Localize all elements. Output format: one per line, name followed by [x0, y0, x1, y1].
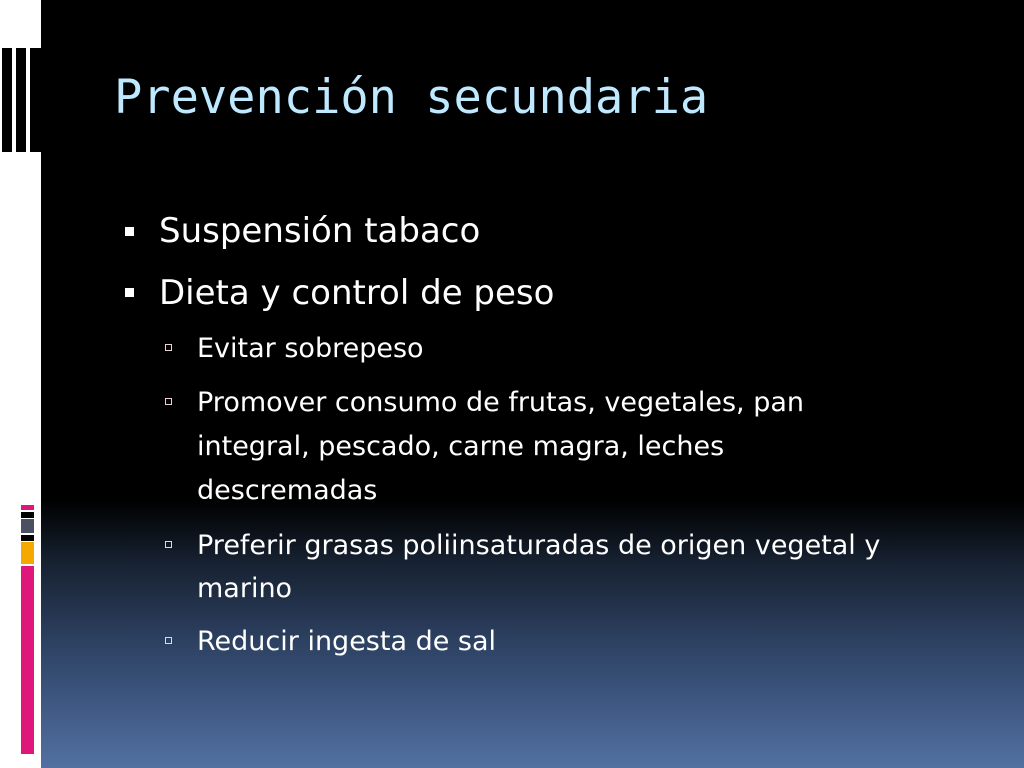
- decorative-color-bars: [21, 0, 34, 768]
- sub-bullet-text: descremadas: [197, 475, 378, 506]
- hollow-square-bullet-icon: [165, 637, 172, 644]
- sub-bullet-text: Preferir grasas poliinsaturadas de origen vegetal y: [197, 530, 881, 561]
- sub-bullet-text: integral, pescado, carne magra, leches: [197, 431, 725, 462]
- bullet-text: Dieta y control de peso: [159, 273, 555, 313]
- sub-bullet-text: Promover consumo de frutas, vegetales, pan: [197, 387, 805, 418]
- bullet-text: Suspensión tabaco: [159, 211, 481, 251]
- hollow-square-bullet-icon: [165, 541, 172, 548]
- slide-title: Prevención secundaria: [114, 70, 709, 125]
- square-bullet-icon: [125, 227, 134, 236]
- hollow-square-bullet-icon: [165, 398, 172, 405]
- hollow-square-bullet-icon: [165, 344, 172, 351]
- sub-bullet-text: Evitar sobrepeso: [197, 333, 424, 364]
- sub-bullet-text: marino: [197, 573, 293, 604]
- sub-bullet-text: Reducir ingesta de sal: [197, 626, 497, 657]
- square-bullet-icon: [125, 288, 134, 297]
